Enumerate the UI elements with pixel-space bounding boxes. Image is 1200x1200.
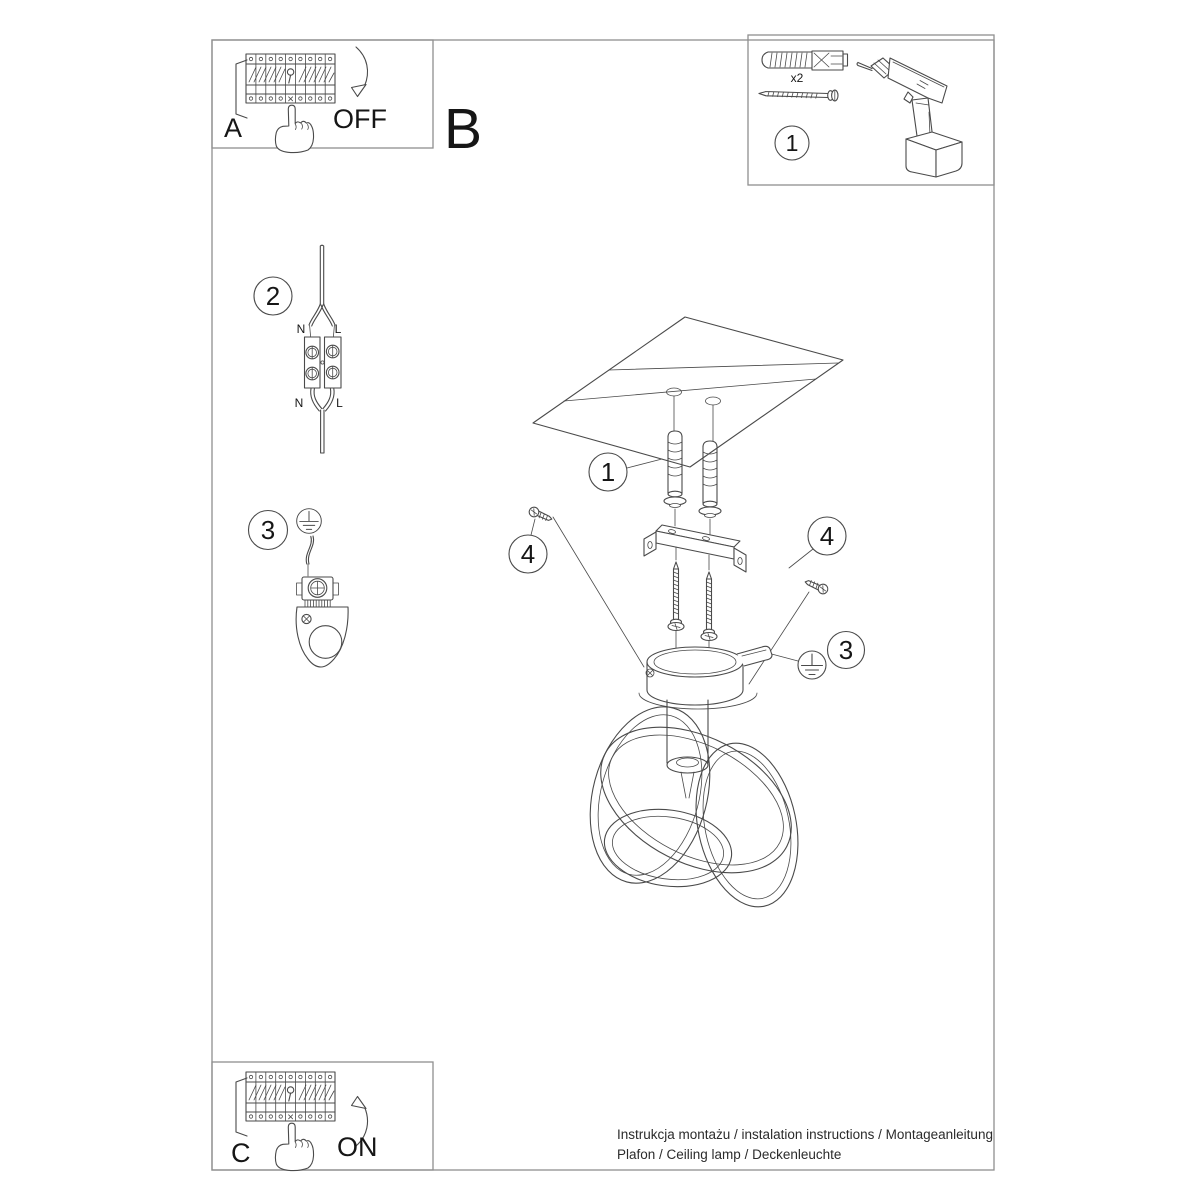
mounting-screw-left-icon — [668, 562, 684, 631]
terminal-block — [305, 337, 342, 388]
supply-cable — [309, 245, 335, 336]
arrow-down-icon — [352, 47, 368, 97]
power-off-label: OFF — [333, 104, 387, 134]
ground-step-number: 3 — [260, 515, 276, 545]
terminal-l-top-label: L — [334, 322, 342, 336]
lamp-cable — [311, 389, 334, 454]
callout-plugs-leader — [627, 459, 662, 468]
dowel-quantity-label: x2 — [790, 71, 804, 85]
alignment-line-holes — [674, 396, 713, 441]
step-a-label: A — [224, 113, 243, 143]
earth-symbol-icon — [297, 509, 322, 534]
footer — [617, 1127, 993, 1162]
ground-wire — [306, 536, 313, 564]
drill-icon — [857, 58, 962, 177]
callout-plugs-number: 1 — [600, 457, 616, 487]
pointing-hand-icon — [275, 1123, 313, 1170]
terminal-n-bottom-label: N — [294, 396, 304, 410]
canopy-screw-right-icon — [803, 579, 829, 595]
wall-plug-left-icon — [664, 431, 686, 508]
footer-title: Instrukcja montażu / instalation instructions / Montageanleitung — [617, 1127, 993, 1142]
ceiling-panel — [533, 317, 843, 467]
lamp-cage-shade — [572, 693, 816, 916]
tools-step-number: 1 — [785, 130, 799, 156]
ground-connection-diagram — [249, 509, 349, 667]
terminal-n-top-label: N — [296, 322, 306, 336]
step-b-label: B — [444, 97, 483, 161]
power-on-label: ON — [337, 1132, 378, 1162]
callout-screw-left-number: 4 — [520, 539, 536, 569]
wiring-diagram — [254, 245, 343, 453]
step-c-diagram — [231, 1072, 378, 1171]
wiring-step-number: 2 — [265, 281, 281, 311]
canopy-screw-left-icon — [528, 506, 554, 522]
assembly-diagram — [509, 317, 865, 916]
lamp-canopy — [639, 646, 772, 709]
step-c-label: C — [231, 1138, 251, 1168]
circuit-breaker-panel-icon — [236, 54, 335, 118]
mounting-bracket — [644, 525, 746, 572]
screw-icon — [759, 90, 838, 101]
circuit-breaker-panel-icon — [236, 1072, 335, 1136]
tools-diagram — [759, 51, 962, 177]
callout-screw-right-number: 4 — [819, 521, 835, 551]
callout-ground-number: 3 — [838, 635, 854, 665]
pointing-hand-icon — [275, 105, 313, 152]
mounting-screw-right-icon — [701, 572, 717, 641]
step-a-diagram — [224, 47, 387, 153]
ground-terminal-clamp — [297, 577, 339, 607]
earth-symbol-assembly-icon — [798, 651, 826, 679]
page-border — [212, 40, 994, 1170]
wall-plug-icon — [762, 51, 848, 70]
canopy-ground-point — [296, 607, 348, 667]
footer-product: Plafon / Ceiling lamp / Deckenleuchte — [617, 1147, 842, 1162]
terminal-l-bottom-label: L — [336, 396, 343, 410]
callout-screw-left-leader — [531, 517, 644, 667]
